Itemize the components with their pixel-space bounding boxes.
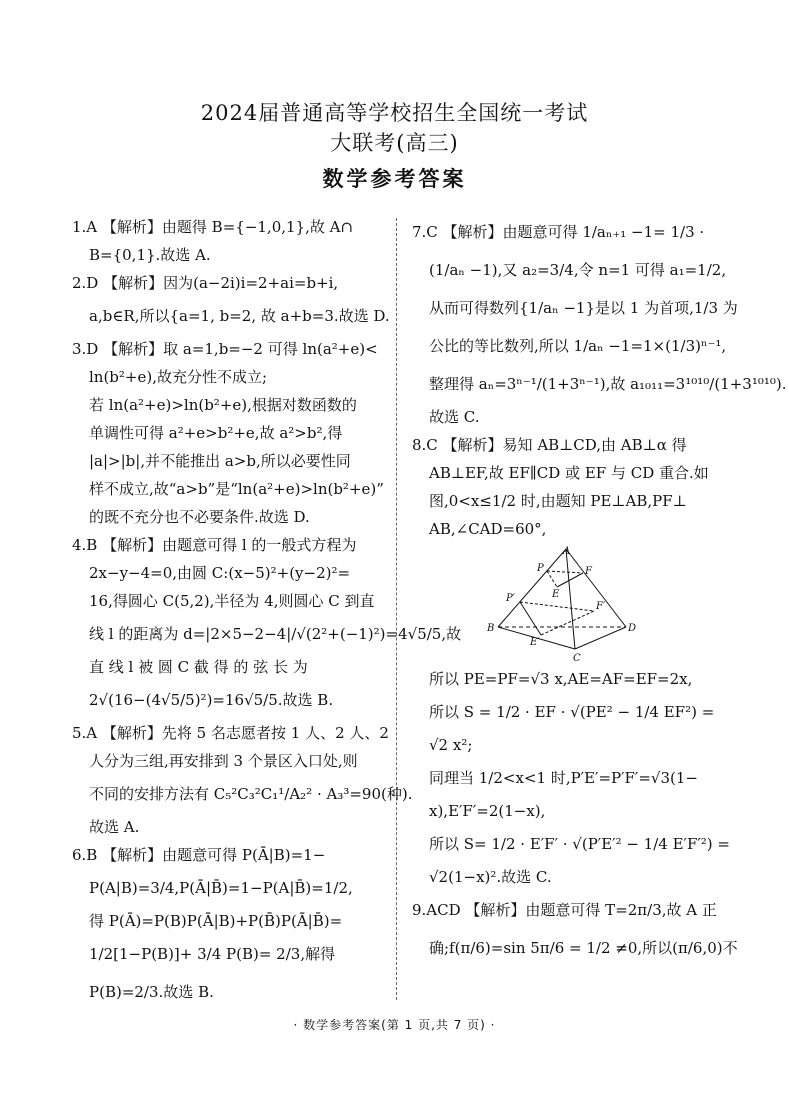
text-line: 确;f(π/6)=sin 5π/6 = 1/2 ≠0,所以(π/6,0)不 — [429, 939, 738, 957]
text-line: 公比的等比数列,所以 1/aₙ −1=1×(1/3)ⁿ⁻¹, — [429, 337, 727, 355]
answer-q9 — [412, 891, 738, 967]
text-line: 3.D 【解析】取 a=1,b=−2 可得 ln(a²+e)< — [72, 340, 378, 358]
text-line: 不同的安排方法有 C₅²C₃²C₁¹/A₂² · A₃³=90(种). — [89, 785, 413, 803]
answer-q1 — [72, 213, 386, 269]
answer-q5 — [72, 719, 413, 841]
answer-key-title: 数学参考答案 — [322, 167, 467, 191]
text-line: 若 ln(a²+e)>ln(b²+e),根据对数函数的 — [89, 396, 357, 414]
text-line: x),E′F′=2(1−x), — [429, 802, 546, 820]
exam-subtitle: 大联考(高三) — [330, 131, 459, 155]
text-line: (1/aₙ −1),又 a₂=3/4,令 n=1 可得 a₁=1/2, — [429, 261, 727, 279]
text-line: AB,∠CAD=60°, — [429, 520, 547, 538]
text-line: 所以 S= 1/2 · E′F′ · √(P′E′² − 1/4 E′F′²) = — [429, 835, 730, 853]
text-line: 单调性可得 a²+e>b²+e,故 a²>b²,得 — [89, 424, 343, 442]
text-line: 得 P(Ā)=P(B)P(Ā|B)+P(B̄)P(Ā|B̄)= — [89, 912, 343, 930]
edge-ac — [566, 549, 575, 649]
page-footer: · 数学参考答案(第 1 页,共 7 页) · — [293, 1018, 496, 1032]
text-line: 图,0<x≤1/2 时,由题知 PE⊥AB,PF⊥ — [429, 492, 687, 510]
segment-pf — [547, 571, 583, 573]
fig-label: E′ — [530, 637, 540, 648]
text-line: 7.C 【解析】由题意可得 1/aₙ₊₁ −1= 1/3 · — [412, 223, 705, 241]
fig-label: F′ — [596, 601, 606, 612]
tetrahedron-figure — [484, 547, 636, 663]
segment-pe — [547, 571, 557, 587]
text-line: 8.C 【解析】易知 AB⊥CD,由 AB⊥α 得 — [412, 436, 687, 454]
fig-label: A — [563, 546, 571, 557]
text-line: 同理当 1/2<x<1 时,P′E′=P′F′=√3(1− — [429, 769, 698, 787]
fig-label: C — [573, 653, 581, 664]
text-line: P(B)=2/3.故选 B. — [89, 983, 214, 1001]
text-line: 1/2[1−P(B)]+ 3/4 P(B)= 2/3,解得 — [89, 945, 336, 963]
text-line: P(A|B)=3/4,P(Ā|B̄)=1−P(A|B̄)=1/2, — [89, 879, 353, 897]
text-line: AB⊥EF,故 EF∥CD 或 EF 与 CD 重合.如 — [429, 464, 709, 482]
text-line: 所以 S = 1/2 · EF · √(PE² − 1/4 EF²) = — [429, 703, 715, 721]
text-line: |a|>|b|,并不能推出 a>b,所以必要性同 — [89, 452, 351, 470]
text-line: ln(b²+e),故充分性不成立; — [89, 368, 268, 386]
text-line: B={0,1}.故选 A. — [89, 246, 211, 264]
segment-ef — [557, 573, 583, 587]
answer-q7 — [412, 213, 787, 431]
edge-cd — [575, 627, 626, 649]
text-line: 故选 A. — [89, 818, 140, 836]
fig-label: P — [537, 563, 544, 574]
text-line: 1.A 【解析】由题得 B={−1,0,1},故 A∩ — [72, 218, 354, 236]
exam-title: 2024届普通高等学校招生全国统一考试 — [200, 101, 589, 125]
fig-label: P′ — [506, 593, 515, 604]
text-line: a,b∈R,所以{a=1, b=2, 故 a+b=3.故选 D. — [89, 307, 390, 325]
text-line: 人分为三组,再安排到 3 个景区入口处,则 — [89, 752, 358, 770]
column-divider — [396, 218, 397, 1000]
text-line: 线 l 的距离为 d=|2×5−2−4|/√(2²+(−1)²)=4√5/5,故 — [89, 625, 462, 643]
fig-label: B — [487, 623, 495, 634]
answer-q3 — [72, 335, 386, 531]
text-line: 故选 C. — [429, 408, 480, 426]
fig-label: D — [628, 623, 637, 634]
answer-q2 — [72, 269, 390, 335]
text-line: 所以 PE=PF=√3 x,AE=AF=EF=2x, — [429, 670, 693, 688]
text-line: 从而可得数列{1/aₙ −1}是以 1 为首项,1/3 为 — [429, 299, 738, 317]
right-column — [412, 213, 787, 967]
answer-q6 — [72, 841, 386, 1011]
text-line: 2√(16−(4√5/5)²)=16√5/5.故选 B. — [89, 691, 334, 709]
text-line: 样不成立,故“a>b”是“ln(a²+e)>ln(b²+e)” — [89, 480, 384, 498]
segment-pe-prime — [520, 602, 541, 635]
segment-pf-prime — [520, 602, 594, 611]
text-line: √2(1−x)².故选 C. — [429, 868, 552, 886]
segment-ef-prime — [541, 611, 594, 635]
text-line: 的既不充分也不必要条件.故选 D. — [89, 508, 310, 526]
answer-q8 — [412, 431, 730, 891]
edge-ad — [566, 549, 626, 627]
answer-q4 — [72, 531, 462, 719]
text-line: √2 x²; — [429, 736, 473, 754]
fig-label: E — [552, 589, 560, 600]
text-line: 2.D 【解析】因为(a−2i)i=2+ai=b+i, — [72, 274, 339, 292]
text-line: 6.B 【解析】由题意可得 P(Ā|B)=1− — [72, 846, 326, 864]
fig-label: F — [585, 566, 592, 577]
text-line: 4.B 【解析】由题意可得 l 的一般式方程为 — [72, 536, 357, 554]
text-line: 直 线 l 被 圆 C 截 得 的 弦 长 为 — [89, 658, 308, 676]
text-line: 2x−y−4=0,由圆 C:(x−5)²+(y−2)²= — [89, 564, 351, 582]
text-line: 16,得圆心 C(5,2),半径为 4,则圆心 C 到直 — [89, 592, 375, 610]
text-line: 9.ACD 【解析】由题意可得 T=2π/3,故 A 正 — [412, 901, 717, 919]
text-line: 整理得 aₙ=3ⁿ⁻¹/(1+3ⁿ⁻¹),故 a₁₀₁₁=3¹⁰¹⁰/(1+3¹⁰¹⁰). — [429, 375, 787, 393]
text-line: 5.A 【解析】先将 5 名志愿者按 1 人、2 人、2 — [72, 724, 389, 742]
edge-ab — [498, 549, 566, 627]
